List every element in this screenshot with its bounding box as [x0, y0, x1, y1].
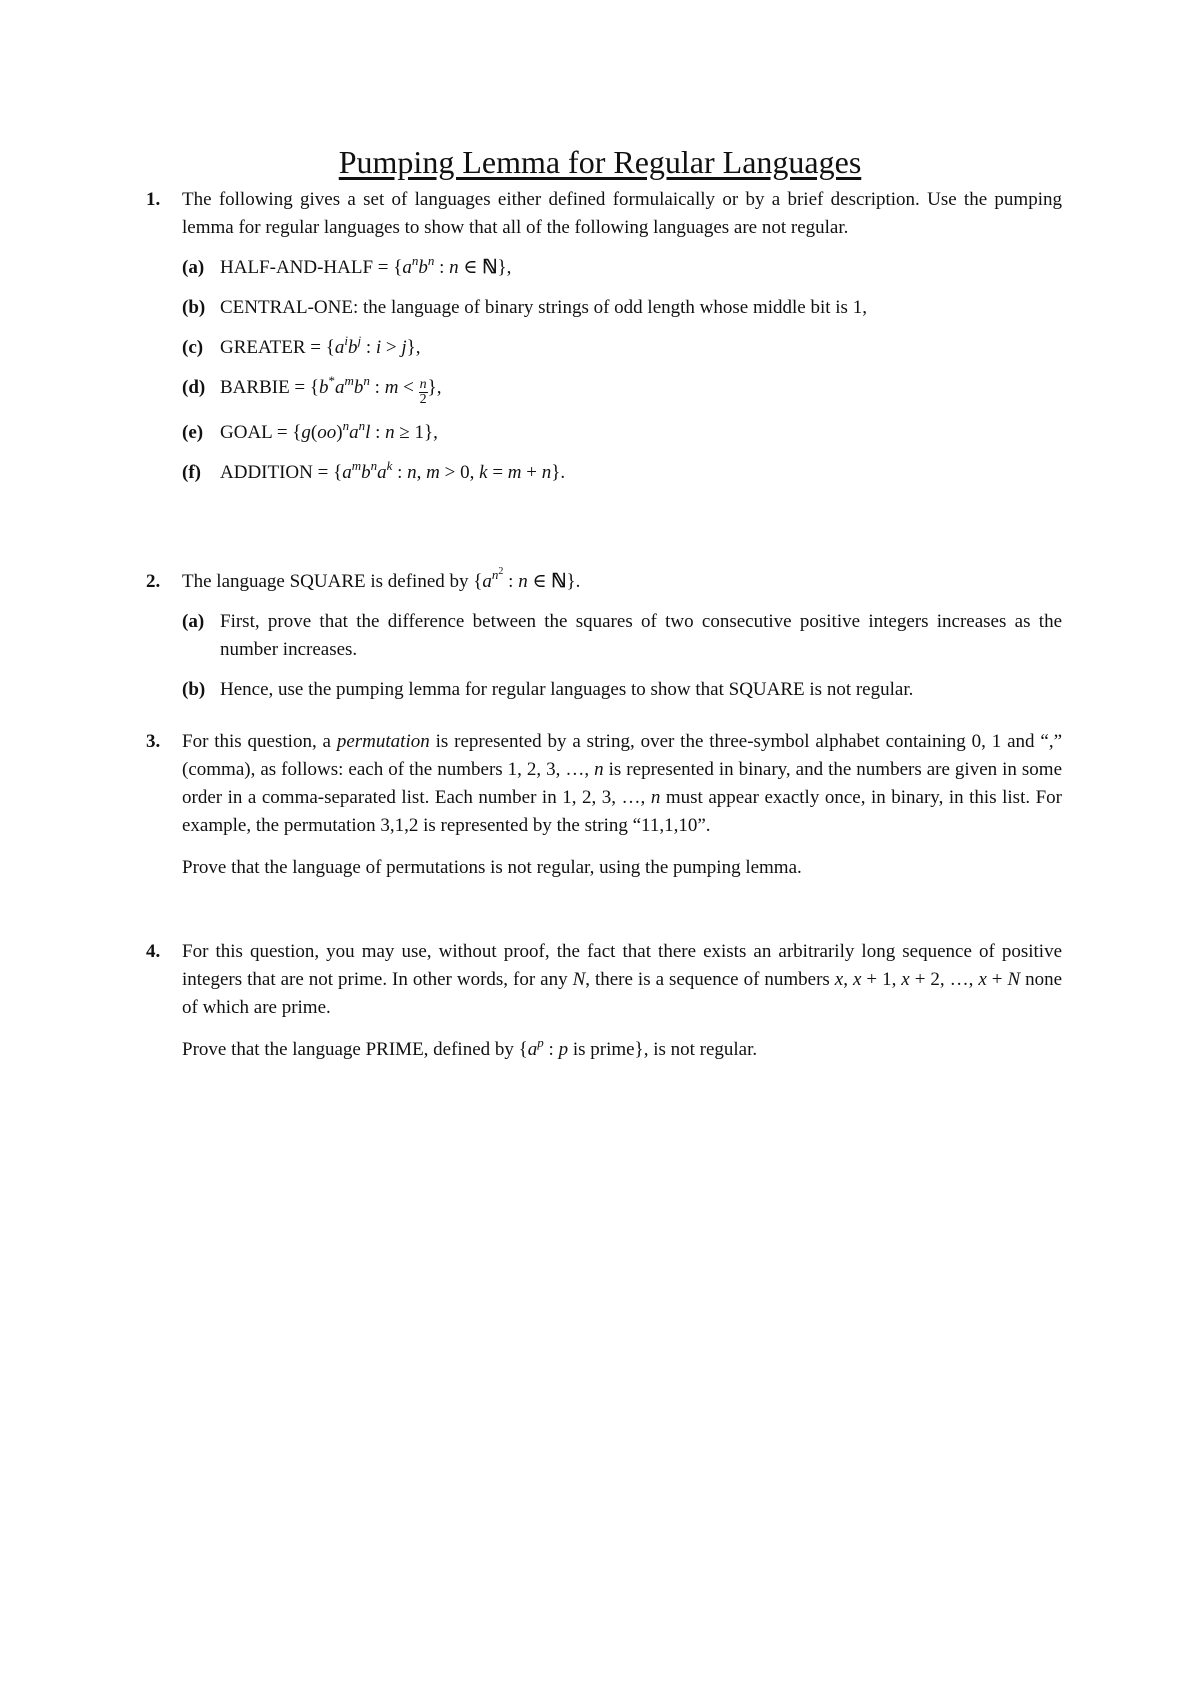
item-text: Hence, use the pumping lemma for regular languages to show that SQUARE is not regular.	[220, 679, 914, 700]
question-paragraph	[182, 1036, 1062, 1064]
question-1	[146, 186, 1062, 487]
formula: {$a^mb^na^k$ : n, m > 0, k = m + n}.	[333, 458, 566, 483]
question-text: For this question, a permutation is represented by a string, over the three-symbol alphabet containing 0, 1 and “,” (comma), as follows: each of the numbers 1, 2, 3, …, n is represented in binary, and the numbers are given in some order in a comma-separated list. Each number in 1, 2, 3, …, n must appear exactly once, in binary, in this list. For example, the permutation 3,1,2 is represented by the string “11,1,10”.	[182, 731, 1063, 836]
formula: {$g(oo)^na^nl$ : n ≥ 1},	[292, 418, 438, 443]
question-paragraph: Prove that the language of permutations is not regular, using the pumping lemma.	[182, 857, 802, 878]
question-number: 4.	[146, 941, 161, 962]
page-title: Pumping Lemma for Regular Languages	[338, 144, 862, 180]
question-3	[146, 728, 1063, 882]
language-name: ADDITION =	[220, 462, 329, 483]
question-text-part: none of which are prime.	[182, 969, 1063, 1018]
list-item	[182, 608, 1062, 664]
item-label: (b)	[182, 679, 206, 700]
formula: {$b^*a^mb^n$ : m < $\frac{n}{2}$ },	[309, 373, 442, 407]
question-4	[146, 938, 1063, 1064]
list-item	[182, 676, 1062, 704]
question-text-part: For this question, you may use, without proof, the fact that there exists an arbitrarily long sequence of positive integers that are not prime. In other words, for any	[182, 941, 1062, 990]
item-label: (f)	[182, 462, 201, 483]
item-label: (a)	[182, 257, 205, 278]
language-name: GOAL =	[220, 422, 288, 443]
list-item	[182, 459, 1062, 487]
formula: {$a^p$ : p is prime}	[518, 1035, 644, 1060]
item-label: (b)	[182, 297, 206, 318]
formula: {$a^{n^2}$ : n ∈ ℕ}.	[473, 566, 581, 592]
language-name: BARBIE =	[220, 377, 306, 398]
question-text-part: For this question, a	[182, 731, 331, 752]
language-name: GREATER =	[220, 337, 321, 358]
language-name: HALF-AND-HALF =	[220, 257, 389, 278]
list-item	[182, 374, 1062, 407]
emphasis-term: permutation	[336, 731, 430, 752]
list-item	[182, 294, 1062, 322]
question-text-part: , is not regular.	[643, 1039, 758, 1060]
item-label: (c)	[182, 337, 204, 358]
question-text-part: is represented in binary, and the numbers are given in some order in a comma-separated list. Each number in 1, 2, 3, …,	[182, 759, 1063, 808]
list-item	[182, 334, 1062, 362]
item-label: (a)	[182, 611, 205, 632]
question-text	[182, 568, 1062, 596]
question-text-part: Prove that the language PRIME, defined by	[182, 1039, 514, 1060]
question-2	[146, 566, 1062, 704]
question-number: 3.	[146, 731, 161, 752]
item-label: (e)	[182, 422, 204, 443]
question-number: 1.	[146, 189, 161, 210]
question-text-part: The language SQUARE is defined by	[182, 571, 469, 592]
formula: {$a^nb^n$ : n ∈ ℕ},	[393, 253, 512, 278]
question-number: 2.	[146, 571, 161, 592]
list-item	[182, 254, 1062, 282]
list-item	[182, 419, 1062, 447]
question-text-part: must appear exactly once, in binary, in this list. For example, the permutation 3,1,2 is represented by the string “11,1,10”.	[182, 787, 1063, 836]
item-text: CENTRAL-ONE: the language of binary strings of odd length whose middle bit is 1,	[220, 297, 867, 318]
item-label: (d)	[182, 377, 206, 398]
question-text: For this question, you may use, without proof, the fact that there exists an arbitrarily long sequence of positive integers that are not prime. In other words, for any N, there is a sequence of numbers x, x + 1, x + 2, …, x + N none of which are prime.	[182, 941, 1063, 1018]
question-text: The following gives a set of languages either defined formulaically or by a brief description. Use the pumping lemma for regular languages to show that all of the following languages are not regular.	[182, 189, 1062, 238]
item-text: First, prove that the difference between the squares of two consecutive positive integers increases as the number increases.	[220, 611, 1062, 660]
question-text-part: is represented by a string, over the three-symbol alphabet containing 0, 1 and “,” (comma), as follows: each of the numbers 1, 2, 3, …,	[182, 731, 1062, 780]
question-text-part: , there is a sequence of numbers	[585, 969, 830, 990]
formula: {$a^ib^j$ : i > j},	[325, 333, 421, 358]
